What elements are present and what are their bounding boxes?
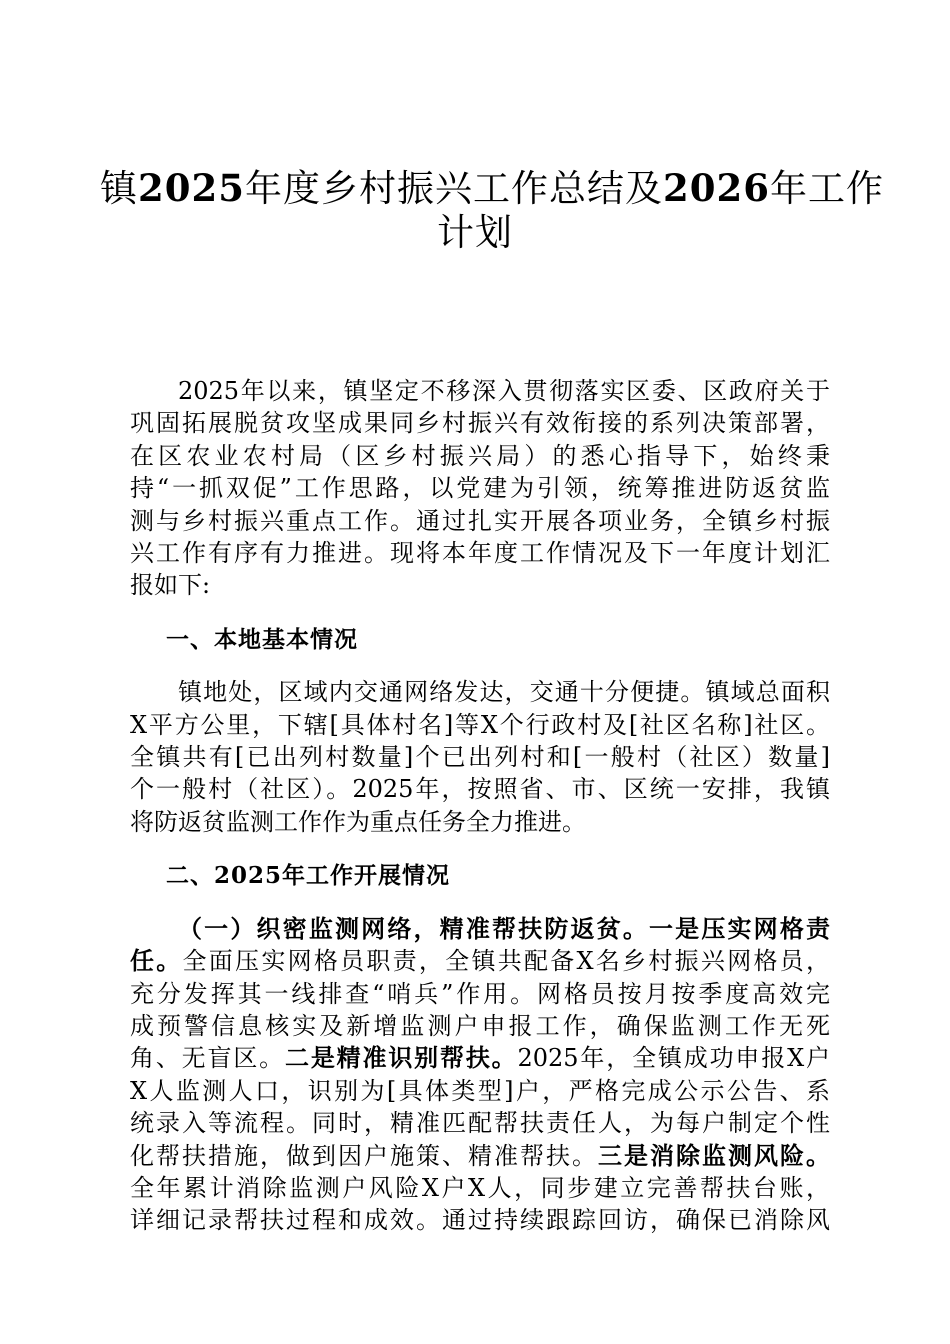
text-line: 兴工作有序有力推进。现将本年度工作情况及下一年度计划汇 <box>130 539 830 568</box>
intro-paragraph <box>130 375 830 602</box>
bold-run: 二是精准识别帮扶。 <box>285 1043 518 1073</box>
text-line <box>130 1042 830 1074</box>
title-year: 2026 <box>662 166 770 210</box>
section1-paragraph <box>130 676 830 838</box>
text-line: 持“一抓双促”工作思路，以党建为引领，统筹推进防返贫监 <box>130 474 830 503</box>
text-line: 全年累计消除监测户风险X户X人，同步建立完善帮扶台账， <box>130 1173 830 1202</box>
text-line: 镇地处，区域内交通网络发达，交通十分便捷。镇域总面积 <box>178 678 830 707</box>
text-line: 全镇共有[已出列村数量]个已出列村和[一般村（社区）数量] <box>130 743 830 772</box>
text-line: X人监测人口，识别为[具体类型]户，严格完成公示公告、系 <box>130 1076 830 1105</box>
title-text: 镇 <box>100 167 138 210</box>
text-run: 化帮扶措施，做到因户施策、精准帮扶。 <box>130 1141 598 1170</box>
text-line: 报如下: <box>130 571 211 600</box>
text-line: 充分发挥其一线排查“哨兵”作用。网格员按月按季度高效完 <box>130 979 830 1008</box>
text-line: X平方公里，下辖[具体村名]等X个行政村及[社区名称]社区。 <box>130 710 830 739</box>
text-run: 角、无盲区。 <box>130 1044 285 1073</box>
bold-run: 任。 <box>130 946 183 976</box>
text-line: 将防返贫监测工作作为重点任务全力推进。 <box>130 807 586 836</box>
text-line: 2025年以来，镇坚定不移深入贯彻落实区委、区政府关于 <box>178 377 830 405</box>
title-text: 年工作 <box>769 167 884 210</box>
title-line-1 <box>100 166 884 211</box>
section-heading-2: 二、2025年工作开展情况 <box>166 862 451 890</box>
text-line: 在区农业农村局（区乡村振兴局）的悉心指导下，始终秉 <box>130 441 830 470</box>
text-line <box>130 945 830 977</box>
section-heading-1: 一、本地基本情况 <box>166 625 358 653</box>
document-body <box>130 375 830 1237</box>
text-line: 统录入等流程。同时，精准匹配帮扶责任人，为每户制定个性 <box>130 1109 830 1138</box>
text-line: 巩固拓展脱贫攻坚成果同乡村振兴有效衔接的系列决策部署， <box>130 409 830 438</box>
text-line: 详细记录帮扶过程和成效。通过持续跟踪回访，确保已消除风 <box>130 1206 830 1235</box>
bold-run: 三是消除监测风险。 <box>598 1140 830 1170</box>
text-line <box>130 1140 830 1172</box>
title-text: 年度乡村振兴工作总结及 <box>244 167 663 210</box>
text-line: 测与乡村振兴重点工作。通过扎实开展各项业务，全镇乡村振 <box>130 506 830 535</box>
section2-paragraph <box>130 913 830 1237</box>
title-line-2: 计划 <box>437 211 513 254</box>
text-line: 个一般村（社区）。2025年，按照省、市、区统一安排，我镇 <box>130 775 830 804</box>
text-run: 全面压实网格员职责，全镇共配备X名乡村振兴网格员， <box>182 947 830 976</box>
document-title <box>100 166 884 255</box>
text-line: 成预警信息核实及新增监测户申报工作，确保监测工作无死 <box>130 1011 830 1040</box>
title-year: 2025 <box>138 166 245 210</box>
text-line-bold: （一）织密监测网络，精准帮扶防返贫。一是压实网格责 <box>178 913 830 943</box>
text-run: 2025年，全镇成功申报X户 <box>517 1044 830 1073</box>
